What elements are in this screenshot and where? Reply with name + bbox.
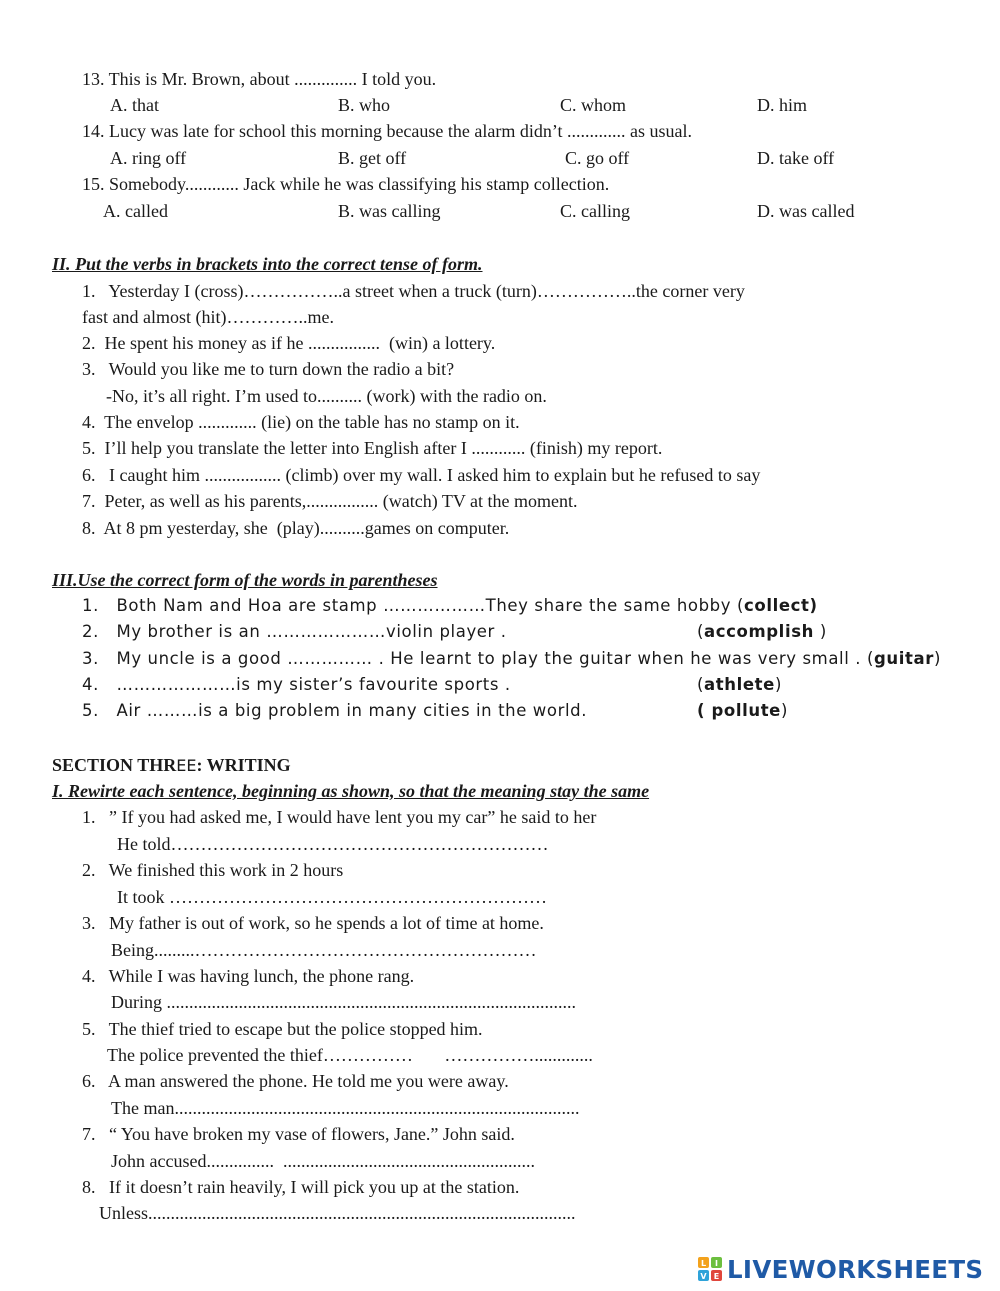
question-15-stem: 15. Somebody............ Jack while he was classifying his stamp collection. [82, 174, 610, 194]
rewrite-q5: 5. The thief tried to escape but the police stopped him. [82, 1019, 483, 1039]
question-13-stem: 13. This is Mr. Brown, about .............. I told you. [82, 69, 437, 89]
q15-option-d[interactable]: D. was called [757, 201, 855, 221]
rewrite-q7: 7. “ You have broken my vase of flowers, Jane.” John said. [82, 1124, 515, 1144]
rewrite-a3[interactable]: Being.........………………………………………………… [111, 940, 537, 960]
rewrite-q8: 8. If it doesn’t rain heavily, I will pick you up at the station. [82, 1177, 520, 1197]
part2-line-3-reply[interactable]: -No, it’s all right. I’m used to.......... (work) with the radio on. [106, 386, 547, 406]
q14-option-b[interactable]: B. get off [338, 148, 407, 168]
question-14-stem: 14. Lucy was late for school this morning because the alarm didn’t ............. as usual. [82, 121, 693, 141]
rewrite-a6[interactable]: The man.......................................................................................... [111, 1098, 580, 1118]
svg-text:I: I [715, 1259, 718, 1268]
part2-heading: II. Put the verbs in brackets into the correct tense of form. [52, 254, 483, 274]
q14-option-c[interactable]: C. go off [565, 148, 630, 168]
q13-option-a[interactable]: A. that [110, 95, 159, 115]
q13-option-b[interactable]: B. who [338, 95, 391, 115]
liveworksheets-logo-icon [697, 1256, 723, 1282]
part2-line-8[interactable]: 8. At 8 pm yesterday, she (play)..........games on computer. [82, 518, 510, 538]
part2-line-5[interactable]: 5. I’ll help you translate the letter into English after I ............ (finish) my report. [82, 438, 663, 458]
section-three-title: SECTION THREE: WRITING [52, 755, 291, 775]
section-three-heading: I. Rewirte each sentence, beginning as shown, so that the meaning stay the same [52, 781, 650, 801]
part3-word-3: guitar [873, 649, 934, 668]
part3-word-2: (accomplish ) [697, 622, 827, 641]
q15-option-b[interactable]: B. was calling [338, 201, 441, 221]
part3-heading: III.Use the correct form of the words in parentheses [52, 570, 438, 590]
part2-line-4[interactable]: 4. The envelop ............. (lie) on the table has no stamp on it. [82, 412, 520, 432]
part3-item-2[interactable]: 2. My brother is an …………………violin player . [82, 622, 507, 641]
part3-item-5[interactable]: 5. Air ………is a big problem in many cities in the world. [82, 701, 588, 720]
rewrite-a7[interactable]: John accused............... ........................................................ [111, 1151, 535, 1171]
part3-item-4[interactable]: 4. …………………is my sister’s favourite sports . [82, 675, 511, 694]
part3-item-3[interactable]: 3. My uncle is a good …………… . He learnt to play the guitar when he was very small . (guitar) [82, 649, 942, 668]
q14-option-d[interactable]: D. take off [757, 148, 835, 168]
rewrite-a4[interactable]: During ........................................................................................... [111, 992, 576, 1012]
q13-option-d[interactable]: D. him [757, 95, 808, 115]
q15-option-c[interactable]: C. calling [560, 201, 630, 221]
part2-line-7[interactable]: 7. Peter, as well as his parents,................ (watch) TV at the moment. [82, 491, 578, 511]
rewrite-q6: 6. A man answered the phone. He told me you were away. [82, 1071, 509, 1091]
rewrite-q4: 4. While I was having lunch, the phone rang. [82, 966, 415, 986]
svg-text:E: E [713, 1272, 720, 1281]
q14-option-a[interactable]: A. ring off [110, 148, 187, 168]
rewrite-q2: 2. We finished this work in 2 hours [82, 860, 344, 880]
rewrite-a2[interactable]: It took ……………………………………………………… [117, 887, 547, 907]
liveworksheets-logo[interactable] [697, 1254, 983, 1284]
part2-line-3: 3. Would you like me to turn down the radio a bit? [82, 359, 455, 379]
rewrite-q1: 1. ” If you had asked me, I would have lent you my car” he said to her [82, 807, 597, 827]
rewrite-a1[interactable]: He told……………………………………………………… [117, 834, 549, 854]
part2-line-6[interactable]: 6. I caught him ................. (climb) over my wall. I asked him to explain but he refused to say [82, 465, 761, 485]
q13-option-c[interactable]: C. whom [560, 95, 627, 115]
part3-word-1: collect) [744, 596, 818, 615]
svg-text:V: V [700, 1272, 707, 1281]
q15-option-a[interactable]: A. called [103, 201, 168, 221]
part2-line-1[interactable]: 1. Yesterday I (cross)……………..a street when a truck (turn)……………..the corner very [82, 281, 745, 301]
part2-line-2[interactable]: 2. He spent his money as if he ................ (win) a lottery. [82, 333, 496, 353]
part2-line-1-cont[interactable]: fast and almost (hit)…………..me. [82, 307, 334, 327]
part3-word-4: (athlete) [697, 675, 782, 694]
rewrite-q3: 3. My father is out of work, so he spends a lot of time at home. [82, 913, 544, 933]
rewrite-a8[interactable]: Unless............................................................................................... [99, 1203, 576, 1223]
svg-text:L: L [700, 1259, 707, 1268]
part3-item-1[interactable]: 1. Both Nam and Hoa are stamp ………………They share the same hobby (collect) [82, 596, 818, 615]
rewrite-a5[interactable]: The police prevented the thief…………… ……………............. [107, 1045, 593, 1065]
liveworksheets-logo-text: LIVEWORKSHEETS [727, 1254, 984, 1284]
part3-word-5: ( pollute) [697, 701, 789, 720]
